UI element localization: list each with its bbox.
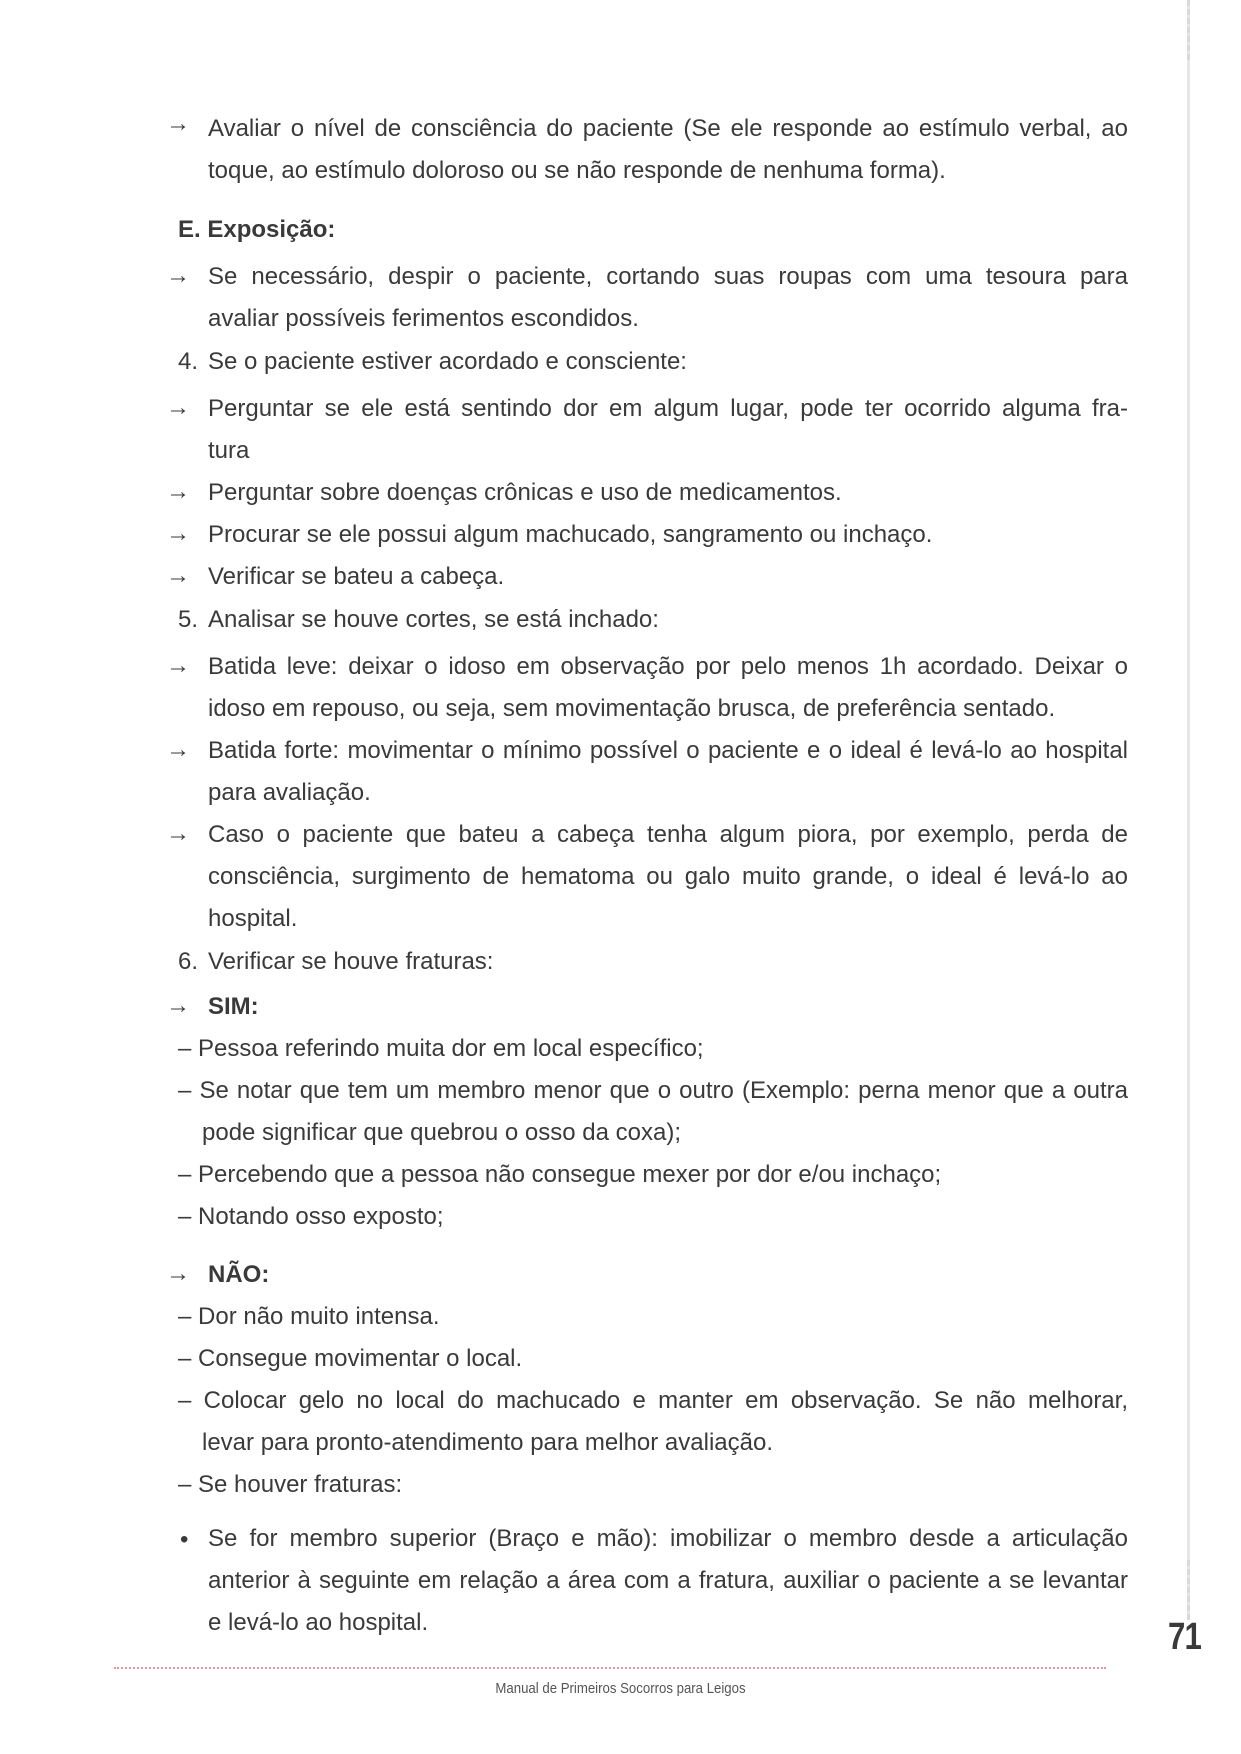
text-line: avaliar possíveis ferimentos escondidos. bbox=[208, 305, 639, 332]
text-line: Perguntar sobre doenças crônicas e uso de medicamentos. bbox=[208, 479, 842, 506]
arrow-icon: → bbox=[166, 562, 190, 589]
text-line: Avaliar o nível de consciência do paciente (Se ele responde ao estímulo verbal, ao bbox=[208, 115, 1128, 142]
text-line: – Se notar que tem um membro menor que o outro (Exemplo: perna menor que a outra bbox=[178, 1077, 1128, 1104]
arrow-icon: → bbox=[166, 992, 190, 1019]
text-line: Verificar se bateu a cabeça. bbox=[208, 563, 505, 590]
margin-rule-dash-bottom bbox=[1187, 1560, 1190, 1620]
nao-heading: NÃO: bbox=[208, 1261, 270, 1288]
text-line: hospital. bbox=[208, 905, 298, 932]
text-line: – Pessoa referindo muita dor em local específico; bbox=[178, 1035, 704, 1062]
text-line: Verificar se houve fraturas: bbox=[208, 948, 494, 975]
text-line: toque, ao estímulo doloroso ou se não responde de nenhuma forma). bbox=[208, 157, 946, 184]
list-number: 6. bbox=[178, 948, 199, 975]
text-line: para avaliação. bbox=[208, 779, 371, 806]
text-line: consciência, surgimento de hematoma ou galo muito grande, o ideal é levá-lo ao bbox=[208, 863, 1128, 890]
text-line: Batida forte: movimentar o mínimo possível o paciente e o ideal é levá-lo ao hospital bbox=[208, 737, 1128, 764]
margin-rule-dash-top bbox=[1187, 0, 1190, 60]
text-line: – Consegue movimentar o local. bbox=[178, 1345, 523, 1372]
arrow-icon: → bbox=[166, 820, 190, 847]
text-line: Se for membro superior (Braço e mão): imobilizar o membro desde a articulação bbox=[208, 1525, 1128, 1552]
arrow-icon: → bbox=[166, 736, 190, 763]
list-number: 5. bbox=[178, 606, 199, 633]
list-number: 4. bbox=[178, 348, 199, 375]
text-line: Perguntar se ele está sentindo dor em algum lugar, pode ter ocorrido alguma fra- bbox=[208, 395, 1128, 422]
text-line: – Percebendo que a pessoa não consegue mexer por dor e/ou inchaço; bbox=[178, 1161, 942, 1188]
text-line: Batida leve: deixar o idoso em observação por pelo menos 1h acordado. Deixar o bbox=[208, 653, 1128, 680]
arrow-icon: → bbox=[166, 652, 190, 679]
text-line: tura bbox=[208, 437, 250, 464]
arrow-icon: → bbox=[166, 520, 190, 547]
footer-divider bbox=[114, 1667, 1106, 1669]
section-heading-e: E. Exposição: bbox=[178, 216, 336, 243]
text-line: – Se houver fraturas: bbox=[178, 1471, 403, 1498]
arrow-icon: → bbox=[166, 110, 190, 137]
text-line: Procurar se ele possui algum machucado, sangramento ou inchaço. bbox=[208, 521, 933, 548]
text-line: e levá-lo ao hospital. bbox=[208, 1609, 429, 1636]
text-line: levar para pronto-atendimento para melhor avaliação. bbox=[202, 1429, 773, 1456]
text-line: Caso o paciente que bateu a cabeça tenha algum piora, por exemplo, perda de bbox=[208, 821, 1128, 848]
text-line: pode significar que quebrou o osso da coxa); bbox=[202, 1119, 681, 1146]
text-line: Se o paciente estiver acordado e consciente: bbox=[208, 348, 687, 375]
text-line: – Colocar gelo no local do machucado e manter em observação. Se não melhorar, bbox=[178, 1387, 1128, 1414]
text-line: idoso em repouso, ou seja, sem movimentação brusca, de preferência sentado. bbox=[208, 695, 1056, 722]
arrow-icon: → bbox=[166, 1260, 190, 1287]
bullet-icon: • bbox=[180, 1526, 189, 1553]
text-line: Analisar se houve cortes, se está inchado: bbox=[208, 606, 659, 633]
footer-title: Manual de Primeiros Socorros para Leigos bbox=[495, 1680, 746, 1697]
text-line: – Notando osso exposto; bbox=[178, 1203, 444, 1230]
arrow-icon: → bbox=[166, 262, 190, 289]
arrow-icon: → bbox=[166, 478, 190, 505]
text-line: Se necessário, despir o paciente, cortando suas roupas com uma tesoura para bbox=[208, 263, 1128, 290]
arrow-icon: → bbox=[166, 394, 190, 421]
text-line: anterior à seguinte em relação a área com a fratura, auxiliar o paciente a se levantar bbox=[208, 1567, 1128, 1594]
margin-rule bbox=[1187, 0, 1190, 1620]
sim-heading: SIM: bbox=[208, 993, 259, 1020]
text-line: – Dor não muito intensa. bbox=[178, 1303, 440, 1330]
page-number: 71 bbox=[1168, 1616, 1202, 1658]
